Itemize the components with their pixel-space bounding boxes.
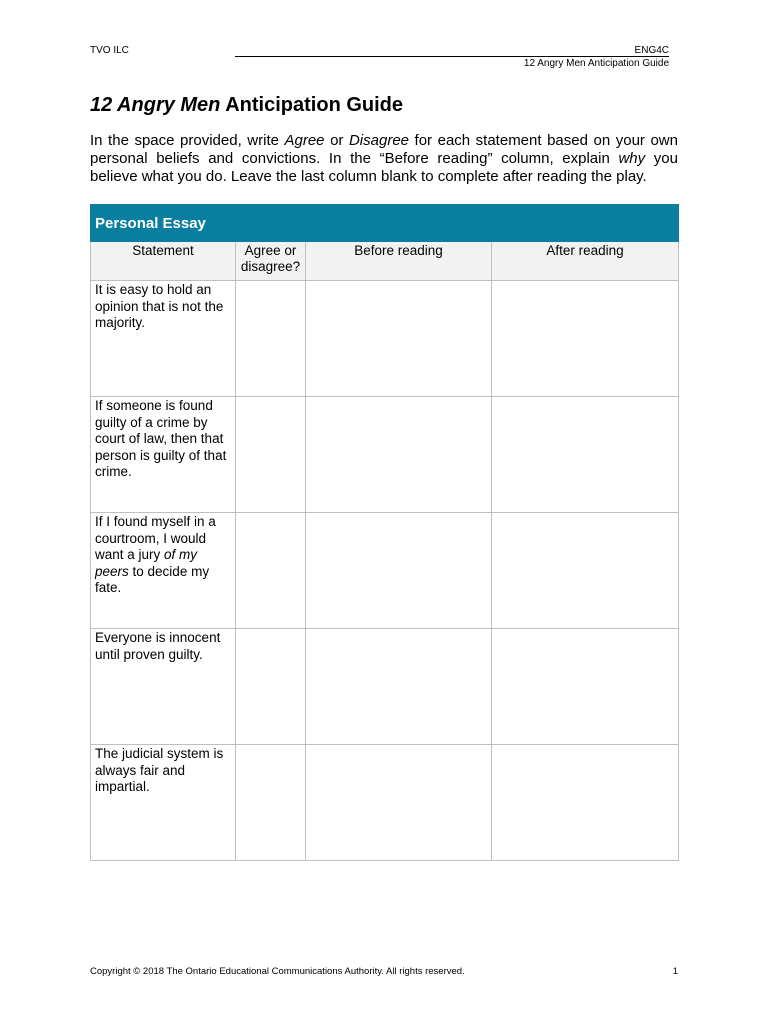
instructions-paragraph — [90, 132, 678, 186]
col-header-statement: Statement — [91, 242, 236, 281]
statement-text-post: to decide my fate. — [95, 563, 210, 595]
intro-text-3: for each statement based on your own personal beliefs and convictions. In the “Before reading” column, explain — [90, 132, 678, 167]
agree-cell[interactable] — [236, 629, 306, 745]
after-reading-cell[interactable] — [492, 281, 679, 397]
header-course-code: ENG4C — [634, 45, 669, 56]
agree-cell[interactable] — [236, 513, 306, 629]
table-row — [91, 745, 679, 861]
table-banner: Personal Essay — [91, 205, 679, 242]
title-italic: 12 Angry Men — [90, 94, 221, 116]
page-title — [90, 92, 403, 118]
header-doc-name: 12 Angry Men Anticipation Guide — [523, 58, 669, 69]
col-header-before: Before reading — [306, 242, 492, 281]
header-org: TVO ILC — [90, 45, 129, 56]
statement-text-italic: of my peers — [95, 547, 198, 579]
statement-cell: Everyone is innocent until proven guilty. — [91, 629, 236, 745]
before-reading-cell[interactable] — [306, 397, 492, 513]
statement-cell: If someone is found guilty of a crime by court of law, then that person is guilty of that crime. — [91, 397, 236, 513]
col-header-agree: Agree or disagree? — [236, 242, 306, 281]
statement-text-pre: If I found myself in a courtroom, I would want a jury — [95, 514, 216, 562]
table-row — [91, 397, 679, 513]
table-row — [91, 281, 679, 397]
anticipation-table — [90, 204, 679, 861]
after-reading-cell[interactable] — [492, 513, 679, 629]
statement-cell — [91, 513, 236, 629]
statement-cell: It is easy to hold an opinion that is not the majority. — [91, 281, 236, 397]
header-rule — [235, 56, 669, 57]
before-reading-cell[interactable] — [306, 745, 492, 861]
table-row — [91, 629, 679, 745]
col-header-after: After reading — [492, 242, 679, 281]
after-reading-cell[interactable] — [492, 397, 679, 513]
intro-agree: Agree — [284, 132, 325, 149]
before-reading-cell[interactable] — [306, 513, 492, 629]
table-row — [91, 513, 679, 629]
page-number: 1 — [672, 966, 678, 977]
agree-cell[interactable] — [236, 745, 306, 861]
footer-copyright: Copyright © 2018 The Ontario Educational Communications Authority. All rights reserved. — [90, 966, 465, 977]
agree-cell[interactable] — [236, 281, 306, 397]
intro-text-1: In the space provided, write — [90, 132, 285, 149]
intro-text-2: or — [324, 132, 349, 149]
header-right — [235, 45, 669, 70]
before-reading-cell[interactable] — [306, 629, 492, 745]
intro-disagree: Disagree — [348, 132, 409, 149]
intro-text-4: you believe what you do. Leave the last column blank to complete after reading the play. — [90, 150, 678, 185]
after-reading-cell[interactable] — [492, 745, 679, 861]
before-reading-cell[interactable] — [306, 281, 492, 397]
statement-cell: The judicial system is always fair and impartial. — [91, 745, 236, 861]
agree-cell[interactable] — [236, 397, 306, 513]
after-reading-cell[interactable] — [492, 629, 679, 745]
intro-why: why — [618, 150, 646, 167]
title-rest: Anticipation Guide — [225, 94, 404, 116]
table-header-row — [91, 242, 679, 281]
